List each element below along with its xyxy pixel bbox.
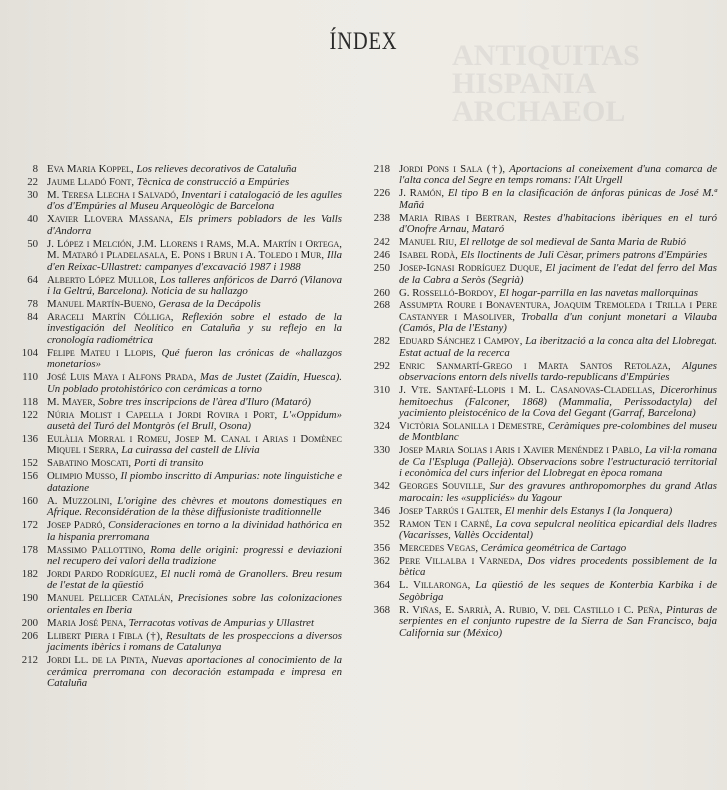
- entry-title: La cova sepulcral neolítica epicardial dels lladres (Vacarisses, Vallès Occidental): [399, 517, 717, 542]
- entry-author: Josep Maria Solias i Aris i Xavier Menéndez i Pablo: [399, 444, 640, 457]
- entry-text: [399, 164, 717, 187]
- separator: ,: [130, 163, 137, 175]
- entry-author: José Luis Maya i Alfons Prada: [47, 371, 194, 384]
- separator: ,: [321, 249, 327, 262]
- entry-title: El jaciment de l'edat del ferro del Mas de la Cabra a Seròs (Segrià): [399, 262, 717, 286]
- entry-author: Jordi Ll. de la Pinta: [47, 654, 145, 667]
- entry-author: J. López i Melción, J.M. Llorens i Rams, M.A. Martín i Ortega, M. Mataró i Pladelasala, E. Pons i Brun i A. Toledo i Mur: [47, 237, 342, 262]
- separator: ,: [519, 335, 526, 348]
- index-entry: [368, 288, 717, 299]
- separator: ,: [652, 384, 661, 397]
- entry-author: Manuel Riu: [399, 236, 455, 249]
- entry-title: La cuirassa del castell de Llívia: [121, 444, 260, 457]
- page-number: 122: [21, 408, 38, 421]
- entry-author: Ramon Ten i Carné: [399, 517, 490, 530]
- page-number: 342: [373, 480, 390, 493]
- entry-title: La vil·la romana de Ca l'Espluga (Pallejà). Observacions sobre l'estructuració territorial i econòmica del curs inferior del Llobregat en època romana: [399, 444, 717, 480]
- page-number: 250: [373, 262, 390, 275]
- index-entry: [6, 372, 342, 395]
- separator: ,: [455, 249, 461, 262]
- separator: ,: [175, 188, 182, 201]
- entry-author: Núria Molist i Capella i Jordi Rovira i Port: [47, 408, 275, 421]
- separator: ,: [441, 187, 448, 200]
- entry-title: Els lloctinents de Juli Cèsar, primers patrons d'Empúries: [460, 249, 708, 262]
- page-number: 310: [373, 384, 390, 397]
- entry-text: [399, 263, 717, 286]
- entry-text: [47, 239, 342, 273]
- entry-author: Manuel Martín-Bueno: [47, 297, 153, 310]
- index-entry: [6, 545, 342, 568]
- entry-title: Els primers pobladors de les Valls d'Andorra: [47, 213, 342, 237]
- page-number: 282: [373, 335, 390, 348]
- page-number: 22: [27, 175, 38, 188]
- page-number: 8: [32, 163, 38, 175]
- index-entry: [6, 299, 342, 310]
- entry-author: Felipe Mateu i Llopis: [47, 346, 154, 359]
- index-entry: [368, 263, 717, 286]
- entry-title: Dicerorhinus hemitoechus (Falconer, 1868) (Mammalia, Perissodactyla) del yacimiento pleistocénico de la Cova del Gegant (Garraf, Barcelona): [399, 384, 717, 420]
- entry-text: [399, 506, 717, 517]
- separator: ,: [131, 175, 137, 188]
- entry-text: [399, 385, 717, 419]
- separator: ,: [154, 273, 160, 286]
- page-number: 64: [27, 273, 38, 286]
- separator: ,: [514, 211, 524, 224]
- page-number: 324: [373, 420, 390, 433]
- separator: ,: [499, 504, 505, 517]
- entry-author: M. Mayer: [47, 395, 93, 408]
- index-entry: [368, 421, 717, 444]
- index-entry: [368, 556, 717, 579]
- index-entry: [6, 593, 342, 616]
- index-entry: [6, 312, 342, 346]
- entry-author: Maria José Pena: [47, 616, 124, 629]
- entry-author: Eva Maria Koppel: [47, 163, 131, 175]
- entry-text: [47, 312, 342, 346]
- index-entry: [6, 177, 342, 188]
- entry-title: Il piombo inscritto di Ampurias: note linguistiche e datazione: [47, 470, 343, 494]
- separator: ,: [482, 480, 490, 493]
- entry-author: Enric Sanmartí-Grego i Marta Santos Retolaza: [399, 359, 668, 372]
- separator: ,: [193, 371, 200, 384]
- entry-author: Pere Villalba i Varneda: [399, 555, 521, 567]
- entry-author: M. Teresa Llecha i Salvadó: [47, 188, 176, 201]
- entry-author: Sabatino Moscati: [47, 457, 129, 470]
- separator: ,: [92, 395, 99, 408]
- separator: ,: [489, 517, 496, 530]
- page-number: 352: [373, 517, 390, 530]
- page-number: 136: [21, 432, 38, 445]
- entry-text: [47, 372, 342, 395]
- page-number: 30: [27, 188, 38, 201]
- separator: ,: [170, 213, 179, 226]
- entry-text: [47, 569, 342, 592]
- entry-text: [47, 299, 342, 310]
- entry-author: A. Muzzolini: [47, 494, 110, 507]
- entry-text: [399, 361, 717, 384]
- entry-author: Alberto López Mullor: [47, 273, 155, 286]
- entry-author: Jordi Pardo Rodríguez: [47, 567, 155, 580]
- index-entry: [6, 496, 342, 519]
- entry-text: [47, 496, 342, 519]
- separator: ,: [170, 310, 182, 323]
- entry-title: Troballa d'un conjunt monetari a Vilauba (Camós, Pla de l'Estany): [399, 310, 717, 335]
- separator: ,: [454, 236, 460, 249]
- entry-text: [399, 605, 717, 639]
- entry-author: Olimpio Musso: [47, 470, 116, 483]
- page-number: 238: [373, 211, 390, 224]
- entry-text: [47, 631, 342, 654]
- page-title: ÍNDEX: [329, 28, 398, 55]
- entry-text: [47, 434, 342, 457]
- entry-text: [47, 471, 342, 494]
- entry-author: J. Ramón: [399, 187, 442, 200]
- entry-text: [47, 655, 342, 689]
- index-entry: [368, 164, 717, 187]
- page-number: 212: [21, 654, 38, 667]
- entry-title: Illa d'en Reixac-Ullastret: campanyes d'excavació 1987 i 1988: [47, 249, 342, 273]
- index-entry: [6, 434, 342, 457]
- entry-title: Resultats de les prospeccions a diversos jaciments ibèrics i romans de Catalunya: [47, 629, 343, 654]
- index-column-left: [6, 164, 342, 691]
- page-number: 156: [21, 470, 38, 483]
- entry-title: L'«Oppidum» ausetà del Turó del Montgròs (el Brull, Osona): [47, 408, 342, 433]
- entry-title: El menhir dels Estanys I (la Jonquera): [504, 504, 673, 517]
- entry-title: Porti di transito: [133, 457, 204, 470]
- index-entry: [6, 214, 342, 237]
- separator: ,: [475, 542, 481, 555]
- index-entry: [6, 397, 342, 408]
- separator: ,: [153, 346, 162, 359]
- separator: ,: [154, 567, 161, 580]
- entry-title: Aportacions al coneixement d'una comarca de l'alta conca del Segre en temps romans: l'Alt Urgell: [399, 163, 717, 187]
- page-number: 364: [373, 579, 390, 592]
- entry-title: Roma delle origini: progressi e deviazioni nel recupero dei valori della tradizione: [47, 543, 342, 567]
- entry-text: [399, 519, 717, 542]
- index-entry: [368, 481, 717, 504]
- index-entry: [368, 445, 717, 479]
- separator: ,: [115, 470, 121, 483]
- entry-title: L'origine des chèvres et moutons domestiques en Afrique. Reconsidération de la thèse diffusioniste traditionnelle: [47, 494, 342, 519]
- entry-text: [399, 250, 717, 261]
- separator: ,: [152, 297, 159, 310]
- entry-title: El hogar-parrilla en las navetas mallorquinas: [499, 286, 698, 299]
- index-entry: [368, 213, 717, 236]
- separator: ,: [659, 603, 667, 616]
- index-entry: [368, 580, 717, 603]
- separator: ,: [159, 629, 166, 642]
- entry-author: Manuel Pellicer Catalán: [47, 592, 171, 605]
- entry-author: Maria Ribas i Bertran: [399, 211, 515, 224]
- entry-author: Araceli Martín Cólliga: [47, 310, 171, 323]
- entry-title: Los relieves decorativos de Cataluña: [136, 163, 297, 175]
- index-entry: [368, 506, 717, 517]
- page-number: 356: [373, 542, 390, 555]
- page-number: 206: [21, 629, 38, 642]
- entry-text: [399, 421, 717, 444]
- entry-author: Josep-Ignasi Rodríguez Duque: [399, 262, 540, 275]
- page-number: 346: [373, 504, 390, 517]
- page-number: 200: [21, 616, 38, 629]
- entry-text: [399, 288, 717, 299]
- entry-text: [47, 618, 342, 629]
- entry-text: [47, 545, 342, 568]
- show-through-text: ANTIQUITAS HISPANIA ARCHAEOL: [452, 42, 640, 126]
- entry-text: [47, 177, 342, 188]
- entry-author: Victòria Solanilla i Demestre: [399, 420, 543, 433]
- page-number: 172: [21, 519, 38, 532]
- index-column-right: [368, 164, 717, 641]
- entry-text: [399, 556, 717, 579]
- separator: ,: [542, 420, 548, 433]
- entry-title: Algunes observacions entorn dels nivells tardo-republicans d'Empúries: [399, 359, 717, 384]
- separator: ,: [667, 359, 683, 372]
- entry-title: Mas de Justet (Zaidín, Huesca). Un poblado protohistórico con cerámicas a torno: [47, 371, 342, 395]
- entry-author: Eulàlia Morral i Romeu, Josep M. Canal i Arias i Domènec Miquel i Serra: [47, 432, 342, 457]
- index-entry: [368, 361, 717, 384]
- entry-author: L. Villaronga: [399, 579, 468, 592]
- separator: ,: [109, 494, 118, 507]
- entry-text: [399, 300, 717, 334]
- separator: ,: [512, 310, 522, 323]
- entry-title: Sur des gravures anthropomorphes du grand Atlas marocain: les «suppliciés» du Yagour: [399, 480, 717, 504]
- page-number: 242: [373, 236, 390, 249]
- entry-author: Eduard Sánchez i Campoy: [399, 335, 520, 348]
- page-number: 260: [373, 286, 390, 299]
- entry-text: [399, 481, 717, 504]
- page-number: 78: [27, 297, 38, 310]
- separator: ,: [116, 444, 122, 457]
- index-entry: [6, 471, 342, 494]
- entry-title: Los talleres anfóricos de Darró (Vilanova i la Geltrú, Barcelona). Noticia de su hallazgo: [47, 273, 342, 298]
- entry-title: Gerasa de la Decápolis: [158, 297, 261, 310]
- entry-author: Jordi Pons i Sala (†): [399, 163, 503, 175]
- entry-title: Inventari i catalogació de les agulles d'os d'Empúries al Museu Arqueològic de Barcelona: [47, 188, 342, 213]
- entry-text: [399, 543, 717, 554]
- index-entry: [6, 348, 342, 371]
- index-entry: [368, 519, 717, 542]
- entry-text: [399, 213, 717, 236]
- entry-text: [399, 188, 717, 211]
- index-entry: [6, 618, 342, 629]
- entry-title: Qué fueron las crónicas de «hallazgos monetarios»: [47, 346, 342, 371]
- page-number: 182: [21, 567, 38, 580]
- entry-title: Pinturas de serpientes en el conjunto rupestre de la Sierra de San Francisco, baja California sur (México): [399, 603, 717, 639]
- entry-text: [47, 520, 342, 543]
- page-number: 362: [373, 555, 390, 567]
- entry-text: [399, 237, 717, 248]
- separator: ,: [102, 519, 109, 532]
- entry-title: La qüestió de les seques de Konterbia Karbika i de Segòbriga: [399, 579, 718, 603]
- entry-text: [399, 445, 717, 479]
- page-number: 110: [22, 371, 38, 384]
- entry-title: Ceràmiques pre-colombines del museu de Montblanc: [399, 420, 717, 444]
- index-entry: [368, 336, 717, 359]
- index-entry: [6, 520, 342, 543]
- page-number: 292: [373, 359, 390, 372]
- entry-title: Nuevas aportaciones al conocimiento de la cerámica prerromana con decoración estampada e impresa en Cataluña: [47, 654, 342, 690]
- separator: ,: [274, 408, 283, 421]
- entry-text: [47, 275, 342, 298]
- page-number: 218: [373, 163, 390, 175]
- entry-text: [47, 458, 342, 469]
- entry-author: Isabel Rodà: [399, 249, 456, 262]
- index-entry: [368, 385, 717, 419]
- separator: ,: [170, 592, 178, 605]
- entry-title: La iberització a la conca alta del Llobregat. Estat actual de la recerca: [399, 335, 717, 359]
- entry-text: [47, 593, 342, 616]
- separator: ,: [144, 654, 152, 667]
- page-number: 84: [27, 310, 38, 323]
- entry-text: [399, 580, 717, 603]
- entry-title: Reflexión sobre el estado de la investigación del Neolítico en Cataluña y su reflejo en la cronología radiométrica: [47, 310, 342, 346]
- page-number: 160: [21, 494, 38, 507]
- index-entry: [368, 605, 717, 639]
- index-entry: [368, 250, 717, 261]
- index-entry: [368, 300, 717, 334]
- page-number: 226: [373, 187, 390, 200]
- entry-text: [47, 348, 342, 371]
- index-entry: [368, 188, 717, 211]
- entry-title: Cerámica geométrica de Cartago: [480, 542, 627, 555]
- entry-title: Tècnica de construcció a Empúries: [136, 175, 290, 188]
- page-number: 368: [373, 603, 390, 616]
- index-entry: [368, 543, 717, 554]
- entry-title: El tipo B en la clasificación de ánforas púnicas de José M.ª Mañá: [399, 187, 717, 211]
- index-entry: [6, 275, 342, 298]
- page-number: 268: [373, 299, 390, 312]
- separator: ,: [502, 163, 510, 175]
- separator: ,: [128, 457, 134, 470]
- separator: ,: [520, 555, 528, 567]
- page-number: 152: [21, 457, 38, 470]
- page-number: 118: [22, 395, 38, 408]
- entry-author: Jaume Lladó Font: [47, 175, 132, 188]
- entry-text: [399, 336, 717, 359]
- entry-author: Josep Padró: [47, 519, 103, 532]
- entry-author: Georges Souville: [399, 480, 483, 493]
- entry-text: [47, 397, 342, 408]
- entry-text: [47, 190, 342, 213]
- separator: ,: [123, 616, 129, 629]
- entry-title: Terracotas votivas de Ampurias y Ullastret: [128, 616, 314, 629]
- separator: ,: [539, 262, 546, 275]
- index-entry: [368, 237, 717, 248]
- index-entry: [6, 239, 342, 273]
- separator: ,: [493, 286, 500, 299]
- entry-title: El nucli romà de Granollers. Breu resum de l'estat de la qüestió: [47, 567, 342, 592]
- entry-title: Restes d'habitacions ibèriques en el turó d'Onofre Arnau, Mataró: [399, 211, 717, 236]
- page-number: 330: [373, 444, 390, 457]
- entry-author: Mercedes Vegas: [399, 542, 476, 555]
- entry-author: R. Viñas, E. Sarrià, A. Rubio, V. del Castillo i C. Peña: [399, 603, 660, 616]
- entry-title: Precisiones sobre las colonizaciones orientales en Iberia: [47, 592, 342, 616]
- separator: ,: [467, 579, 476, 592]
- entry-author: Assumpta Roure i Bonaventura, Joaquim Tremoleda i Trilla i Pere Castanyer i Masoliver: [399, 299, 717, 323]
- entry-text: [47, 410, 342, 433]
- entry-title: Sobre tres inscripcions de l'àrea d'Iluro (Mataró): [98, 395, 311, 408]
- index-entry: [6, 458, 342, 469]
- page-number: 190: [21, 592, 38, 605]
- entry-title: Consideraciones en torno a la divinidad hathórica en la hispania prerromana: [47, 519, 343, 543]
- page-number: 246: [373, 249, 390, 262]
- index-entry: [6, 631, 342, 654]
- index-entry: [6, 164, 342, 175]
- entry-author: J. Vte. Santafé-Llopis i M. L. Casanovas-Cladellas: [399, 384, 653, 397]
- page-number: 104: [21, 346, 38, 359]
- page-number: 40: [27, 213, 38, 226]
- entry-author: Massimo Pallottino: [47, 543, 143, 556]
- page-number: 178: [21, 543, 38, 556]
- entry-text: [47, 164, 342, 175]
- entry-author: Llibert Piera i Fibla (†): [47, 629, 160, 642]
- index-entry: [6, 569, 342, 592]
- entry-author: Josep Tarrús i Galter: [399, 504, 500, 517]
- index-entry: [6, 190, 342, 213]
- page-number: 50: [27, 237, 38, 250]
- separator: ,: [639, 444, 645, 457]
- entry-author: G. Rosselló-Bordoy: [399, 286, 494, 299]
- entry-author: Xavier Llovera Massana: [47, 213, 171, 226]
- index-entry: [6, 655, 342, 689]
- entry-text: [47, 214, 342, 237]
- entry-title: Dos vidres procedents possiblement de la bètica: [399, 555, 717, 579]
- index-entry: [6, 410, 342, 433]
- separator: ,: [142, 543, 151, 556]
- entry-title: El rellotge de sol medieval de Santa Maria de Rubió: [459, 236, 687, 249]
